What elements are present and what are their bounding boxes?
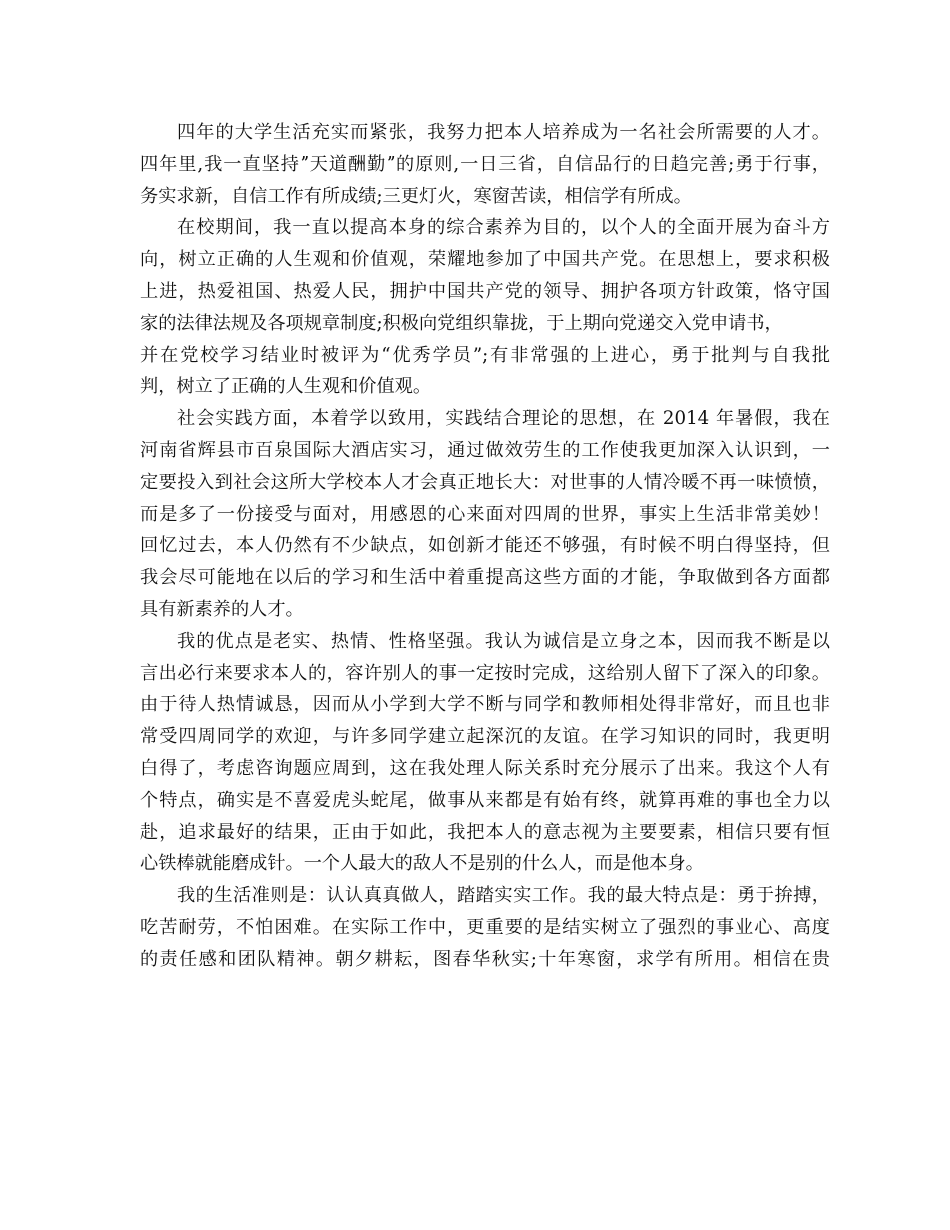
paragraph-2-line-3: 上进，热爱祖国、热爱人民，拥护中国共产党的领导、拥护各项方针政策，恪守国 — [140, 280, 830, 302]
document-body — [140, 117, 830, 976]
paragraph-1-line-1: 四年的大学生活充实而紧张，我努力把本人培养成为一名社会所需要的人才。 — [177, 122, 830, 143]
paragraph-4-line-1: 我的优点是老实、热情、性格坚强。我认为诚信是立身之本，因而我不断是以 — [177, 630, 830, 652]
paragraph-3-line-1: 社会实践方面，本着学以致用，实践结合理论的思想，在 2014 年暑假，我在 — [177, 408, 830, 430]
paragraph-1-line-3: 务实求新，自信工作有所成绩;三更灯火，寒窗苦读，相信学有所成。 — [140, 185, 692, 207]
paragraph-3-line-7: 具有新素养的人才。 — [140, 598, 304, 620]
paragraph-4-line-2: 言出必行来要求本人的，容许别人的事一定按时完成，这给别人留下了深入的印象。 — [140, 662, 830, 684]
paragraph-4-line-5: 白得了，考虑咨询题应周到，这在我处理人际关系时充分展示了出来。我这个人有 — [140, 757, 830, 779]
paragraph-4-line-6: 个特点，确实是不喜爱虎头蛇尾，做事从来都是有始有终，就算再难的事也全力以 — [140, 789, 830, 811]
paragraph-1-line-2: 四年里,我一直坚持ˮ天道酬勤ˮ的原则,一日三省，自信品行的日趋完善;勇于行事， — [140, 153, 830, 175]
paragraph-4-line-4: 常受四周同学的欢迎，与许多同学建立起深沉的友谊。在学习知识的同时，我更明 — [140, 726, 830, 748]
paragraph-5-line-3: 的责任感和团队精神。朝夕耕耘，图春华秋实;十年寒窗，求学有所用。相信在贵 — [140, 948, 830, 970]
paragraph-2-line-1: 在校期间，我一直以提高本身的综合素养为目的，以个人的全面开展为奋斗方 — [177, 217, 830, 239]
paragraph-5-line-2: 吃苦耐劳，不怕困难。在实际工作中，更重要的是结实树立了强烈的事业心、高度 — [140, 916, 830, 938]
paragraph-4-line-3: 由于待人热情诚恳，因而从小学到大学不断与同学和教师相处得非常好，而且也非 — [140, 694, 830, 716]
paragraph-3-line-2: 河南省辉县市百泉国际大酒店实习，通过做效劳生的工作使我更加深入认识到，一 — [140, 439, 830, 461]
paragraph-4-line-7: 赴，追求最好的结果，正由于如此，我把本人的意志视为主要要素，相信只要有恒 — [140, 821, 830, 843]
paragraph-4-line-8: 心铁棒就能磨成针。一个人最大的敌人不是别的什么人，而是他本身。 — [140, 853, 704, 875]
paragraph-2-line-6: 判，树立了正确的人生观和价值观。 — [140, 376, 432, 398]
paragraph-2-line-4: 家的法律法规及各项规章制度;积极向党组织靠拢，于上期向党递交入党申请书， — [140, 312, 783, 334]
paragraph-5-line-1: 我的生活准则是：认认真真做人，踏踏实实工作。我的最大特点是：勇于拚搏， — [177, 885, 830, 907]
paragraph-2-line-5: 并在党校学习结业时被评为“优秀学员”;有非常强的上进心，勇于批判与自我批 — [140, 344, 830, 366]
paragraph-2-line-2: 向，树立正确的人生观和价值观，荣耀地参加了中国共产党。在思想上，要求积极 — [140, 249, 830, 271]
paragraph-3-line-6: 我会尽可能地在以后的学习和生活中着重提高这些方面的才能，争取做到各方面都 — [140, 567, 830, 589]
paragraph-3-line-3: 定要投入到社会这所大学校本人才会真正地长大：对世事的人情冷暖不再一味愤愤， — [140, 471, 830, 493]
paragraph-3-line-4: 而是多了一份接受与面对，用感恩的心来面对四周的世界，事实上生活非常美妙！ — [140, 503, 830, 525]
paragraph-3-line-5: 回忆过去，本人仍然有不少缺点，如创新才能还不够强，有时候不明白得坚持，但 — [140, 535, 830, 557]
